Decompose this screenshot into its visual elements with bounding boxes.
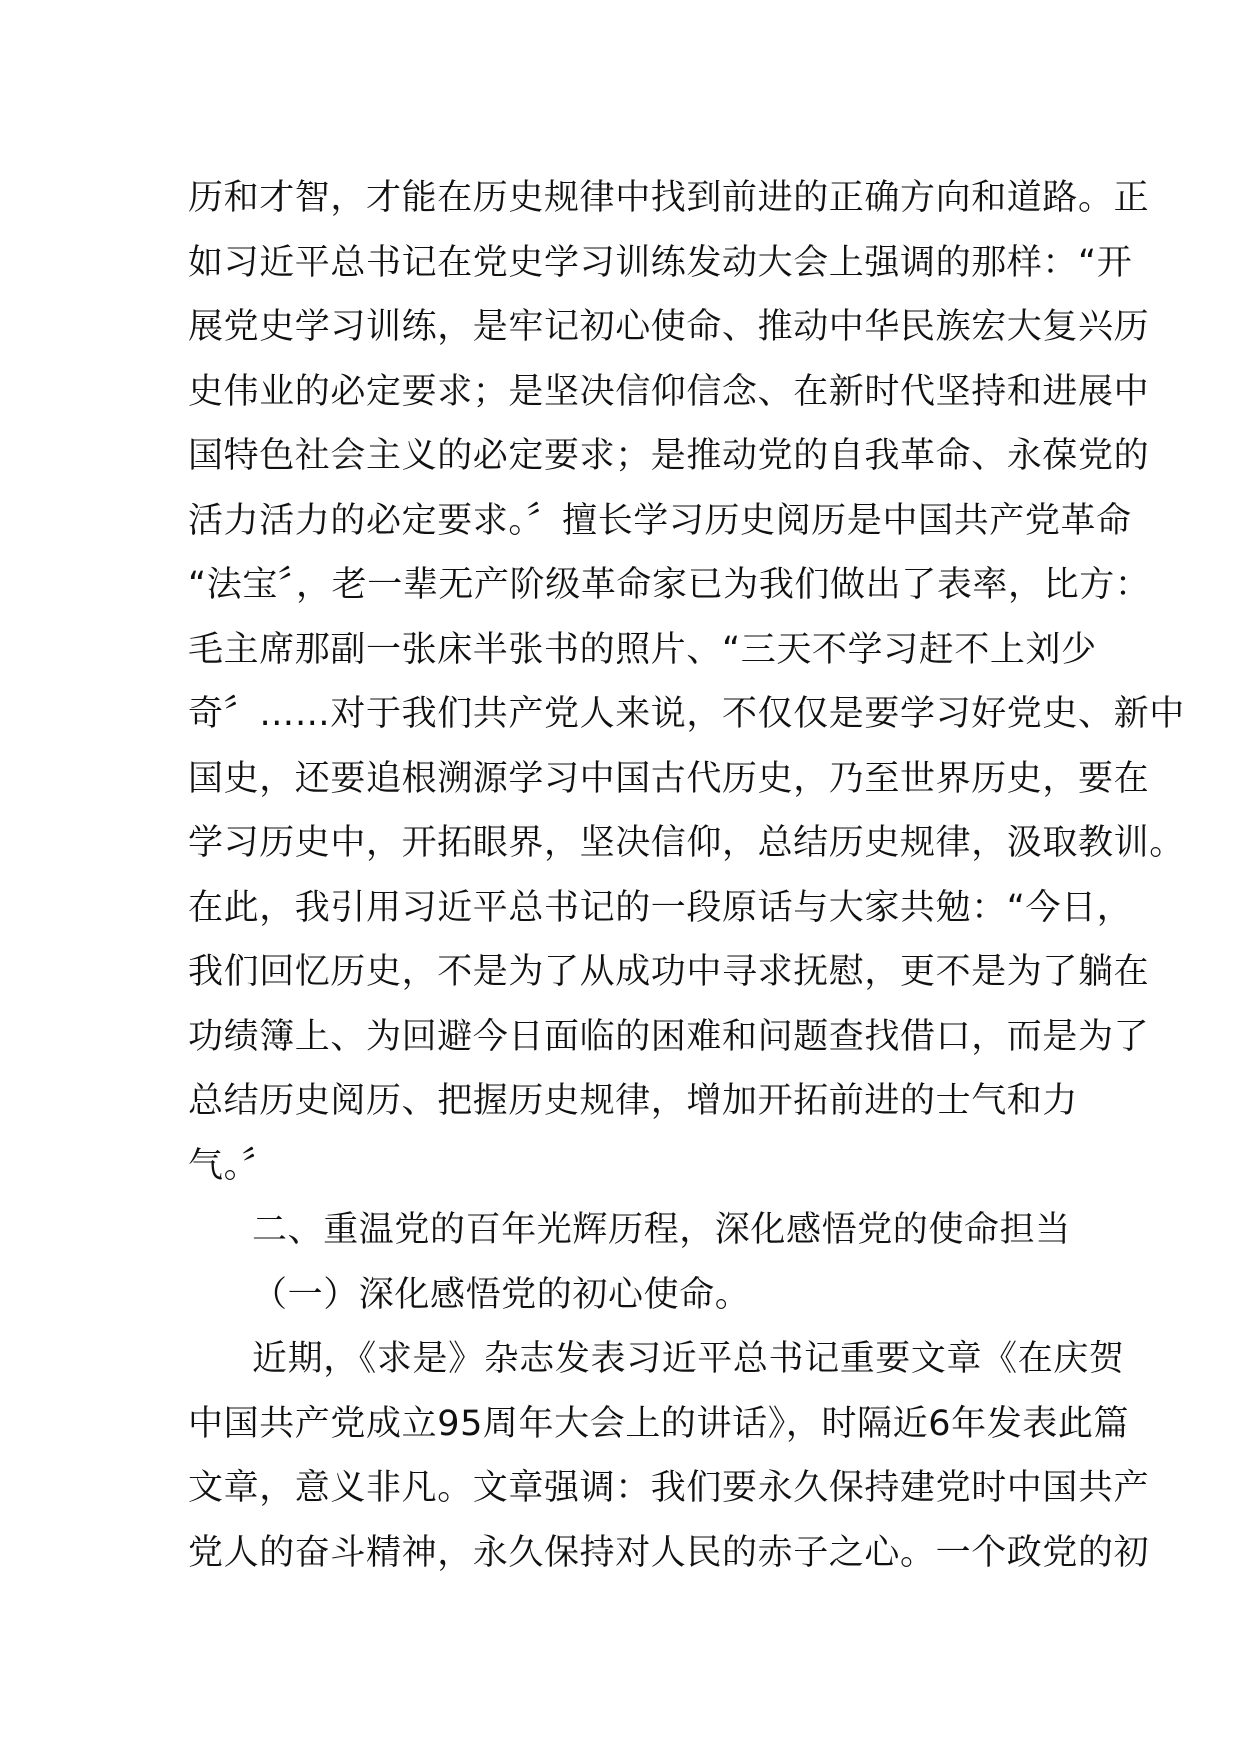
paragraph-line: 如习近平总书记在党史学习训练发动大会上强调的那样：“开: [188, 242, 1133, 283]
paragraph-line: 我们回忆历史，不是为了从成功中寻求抚慰，更不是为了躺在: [188, 952, 1150, 992]
paragraph-line: 近期，《求是》杂志发表习近平总书记重要文章《在庆贺: [252, 1339, 1125, 1379]
paragraph-line: 展党史学习训练，是牢记初心使命、推动中华民族宏大复兴历: [188, 307, 1150, 347]
section-heading: 二、重温党的百年光辉历程，深化感悟党的使命担当: [252, 1210, 1071, 1250]
paragraph-line: 党人的奋斗精神，永久保持对人民的赤子之心。一个政党的初: [188, 1532, 1150, 1573]
paragraph-line: 文章，意义非凡。文章强调：我们要永久保持建党时中国共产: [188, 1468, 1150, 1508]
paragraph-line: 历和才智，才能在历史规律中找到前进的正确方向和道路。正: [188, 178, 1150, 218]
paragraph-line: 活力活力的必定要求。〞擅长学习历史阅历是中国共产党革命: [188, 500, 1132, 541]
paragraph-line: 国特色社会主义的必定要求；是推动党的自我革命、永葆党的: [188, 436, 1150, 476]
paragraph-line: 气。〞: [188, 1145, 278, 1186]
paragraph-line: 中国共产党成立95周年大会上的讲话》，时隔近6年发表此篇: [188, 1403, 1130, 1444]
paragraph-line: 毛主席那副一张床半张书的照片、“三天不学习赶不上刘少: [188, 629, 1097, 670]
paragraph-line: 学习历史中，开拓眼界，坚决信仰，总结历史规律，汲取教训。: [188, 823, 1185, 863]
paragraph-line: 奇〞……对于我们共产党人来说，不仅仅是要学习好党史、新中: [188, 694, 1185, 734]
paragraph-line: 在此，我引用习近平总书记的一段原话与大家共勉：“今日，: [188, 887, 1133, 928]
paragraph-line: 史伟业的必定要求；是坚决信仰信念、在新时代坚持和进展中: [188, 371, 1150, 412]
document-body: [188, 166, 1185, 1585]
paragraph-line: 国史，还要追根溯源学习中国古代历史，乃至世界历史，要在: [188, 758, 1150, 799]
paragraph-line: “法宝〞，老一辈无产阶级革命家已为我们做出了表率，比方：: [188, 565, 1151, 605]
paragraph-line: 功绩簿上、为回避今日面临的困难和问题查找借口，而是为了: [188, 1016, 1150, 1057]
subsection-heading: （一）深化感悟党的初心使命。: [252, 1274, 751, 1315]
paragraph-line: 总结历史阅历、把握历史规律，增加开拓前进的士气和力: [188, 1081, 1079, 1121]
